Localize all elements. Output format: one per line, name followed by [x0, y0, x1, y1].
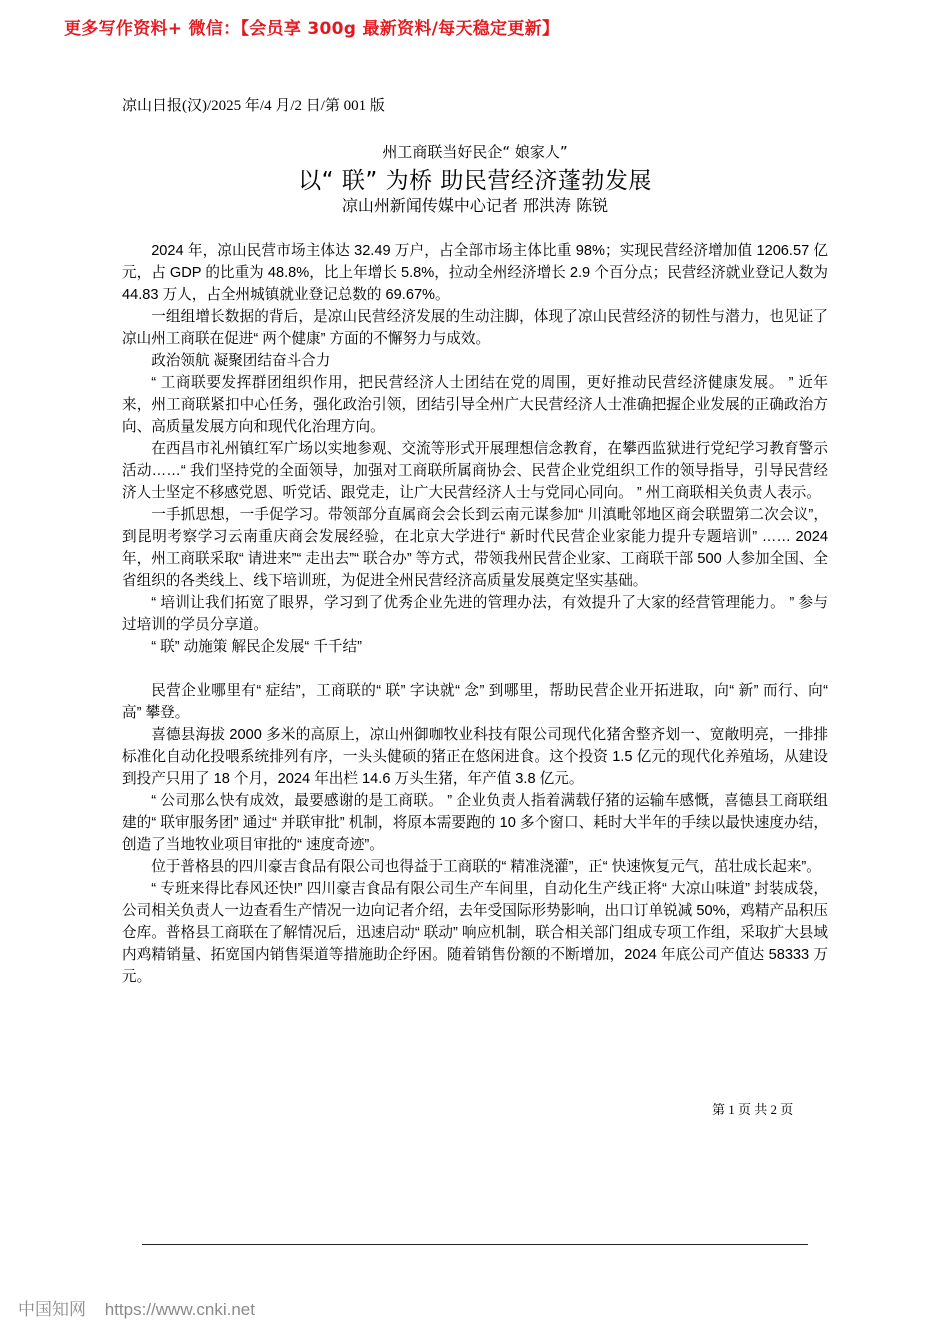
paragraph: 2024 年，凉山民营市场主体达 32.49 万户，占全部市场主体比重 98%；实现民营经济增加值 1206.57 亿元，占 GDP 的比重为 48.8%，比上年增长 5.8%，拉动全州经济增长 2.9 个百分点；民营经济就业登记人数为 44.83 万人，占全州城镇就业登记总数的 69.67%。	[122, 243, 828, 303]
watermark-url: https://www.cnki.net	[104, 1300, 255, 1319]
paragraph: “ 工商联要发挥群团组织作用，把民营经济人士团结在党的周围，更好推动民营经济健康发展。 ” 近年来，州工商联紧扣中心任务，强化政治引领，团结引导全州广大民营经济人士准确把握企业发展的正确政治方向、高质量发展方向和现代化治理方向。	[122, 375, 828, 435]
paragraph: “ 培训让我们拓宽了眼界，学习到了优秀企业先进的管理办法，有效提升了大家的经营管理能力。 ” 参与过培训的学员分享道。	[122, 595, 828, 633]
paragraph: 喜德县海拔 2000 多米的高原上，凉山州御咖牧业科技有限公司现代化猪舍整齐划一、宽敞明亮，一排排标准化自动化投喂系统排列有序，一头头健硕的猪正在悠闲进食。这个投资 1.5 亿元的现代化养殖场，从建设到投产只用了 18 个月，2024 年出栏 14.6 万头生猪，年产值 3.8 亿元。	[122, 727, 828, 787]
article-kicker: 州工商联当好民企“ 娘家人”	[382, 143, 568, 161]
footer-divider	[142, 1244, 808, 1245]
paragraph: 民营企业哪里有“ 症结”，工商联的“ 联” 字诀就“ 念” 到哪里，帮助民营企业开拓进取，向“ 新” 而行、向“ 高” 攀登。	[122, 683, 828, 721]
article-body	[122, 240, 828, 988]
paragraph: 一手抓思想，一手促学习。带领部分直属商会会长到云南元谋参加“ 川滇毗邻地区商会联盟第二次会议”，到昆明考察学习云南重庆商会发展经验，在北京大学进行“ 新时代民营企业家能力提升专题培训” …… 2024 年，州工商联采取“ 请进来”“ 走出去”“ 联合办” 等方式，带领我州民营企业家、工商联干部 500 人参加全国、全省组织的各类线上、线下培训班，为促进全州民营经济高质量发展奠定坚实基础。	[122, 507, 828, 589]
paragraph: “ 公司那么快有成效，最要感谢的是工商联。 ” 企业负责人指着满载仔猪的运输车感慨，喜德县工商联组建的“ 联审服务团” 通过“ 并联审批” 机制，将原本需要跑的 10 多个窗口、耗时大半年的手续以最快速度办结，创造了当地牧业项目审批的“ 速度奇迹”。	[122, 793, 828, 853]
watermark	[18, 1295, 255, 1320]
page-number: 第 1 页 共 2 页	[712, 1102, 794, 1117]
section-heading: 政治领航 凝聚团结奋斗合力	[151, 353, 331, 369]
paragraph: 在西昌市礼州镇红军广场以实地参观、交流等形式开展理想信念教育，在攀西监狱进行党纪学习教育警示活动……“ 我们坚持党的全面领导，加强对工商联所属商协会、民营企业党组织工作的领导指导，引导民营经济人士坚定不移感党恩、听党话、跟党走，让广大民营经济人士与党同心同向。 ” 州工商联相关负责人表示。	[122, 441, 828, 501]
paragraph: 一组组增长数据的背后，是凉山民营经济发展的生动注脚，体现了凉山民营经济的韧性与潜力，也见证了凉山州工商联在促进“ 两个健康” 方面的不懈努力与成效。	[122, 309, 828, 347]
article-headline: 以“ 联” 为桥 助民营经济蓬勃发展	[298, 168, 652, 194]
promo-banner: 更多写作资料+ 微信：【会员享 300g 最新资料/每天稳定更新】	[64, 19, 560, 39]
watermark-brand: 中国知网	[18, 1300, 86, 1319]
section-heading: “ 联” 动施策 解民企发展“ 千千结”	[151, 639, 362, 655]
source-line: 凉山日报(汉)/2025 年/4 月/2 日/第 001 版	[122, 98, 385, 114]
paragraph: 位于普格县的四川豪吉食品有限公司也得益于工商联的“ 精准浇灌”，正“ 快速恢复元气，茁壮成长起来”。	[151, 859, 821, 875]
article-byline: 凉山州新闻传媒中心记者 邢洪涛 陈锐	[341, 196, 609, 215]
paragraph: “ 专班来得比春风还快!” 四川豪吉食品有限公司生产车间里，自动化生产线正将“ 大凉山味道” 封装成袋，公司相关负责人一边查看生产情况一边向记者介绍，去年受国际形势影响，出口订单锐减 50%，鸡精产品积压仓库。普格县工商联在了解情况后，迅速启动“ 联动” 响应机制，联合相关部门组成专项工作组，采取扩大县域内鸡精销量、拓宽国内销售渠道等措施助企纾困。随着销售份额的不断增加，2024 年底公司产值达 58333 万元。	[122, 881, 828, 985]
